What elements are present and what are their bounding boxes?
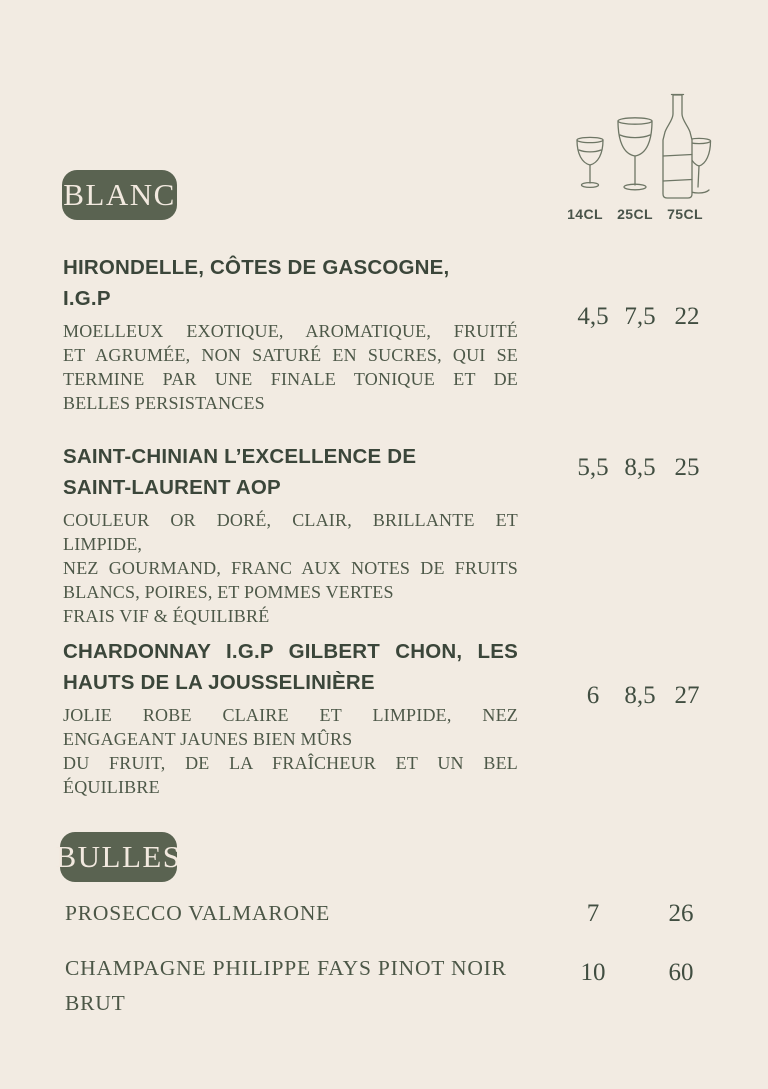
price-75cl: 22 <box>674 303 700 330</box>
price-glass: 10 <box>580 959 606 986</box>
item-prices <box>570 899 704 929</box>
price-14cl: 5,5 <box>577 454 609 481</box>
price-75cl: 25 <box>674 454 700 481</box>
item-title-line: SAINT-LAURENT AOP <box>63 476 281 499</box>
item-title <box>63 636 518 698</box>
item-description-line: JOLIE ROBE CLAIRE ET LIMPIDE, NEZ <box>63 705 518 725</box>
price-75cl: 27 <box>674 682 700 709</box>
item-description <box>63 508 518 628</box>
item-prices <box>570 302 710 332</box>
item-description-line: NEZ GOURMAND, FRANC AUX NOTES DE FRUITS <box>63 558 518 578</box>
item-title-line: HIRONDELLE, CÔTES DE GASCOGNE, <box>63 256 450 279</box>
size-labels-row <box>560 206 710 222</box>
price-bottle: 60 <box>668 959 694 986</box>
item-description <box>63 319 518 415</box>
item-description-line: ÉQUILIBRE <box>63 777 160 797</box>
price-14cl: 4,5 <box>577 303 609 330</box>
price-14cl: 6 <box>586 682 600 709</box>
item-name-line: BRUT <box>65 991 126 1015</box>
item-description-line: FRAIS VIF & ÉQUILIBRÉ <box>63 606 270 626</box>
size-label-25cl: 25CL <box>617 206 653 222</box>
section-badge-blanc: BLANC <box>62 170 177 220</box>
item-description-line: TERMINE PAR UNE FINALE TONIQUE ET DE <box>63 369 518 389</box>
menu-item-champagne <box>65 951 525 1021</box>
size-label-14cl: 14CL <box>567 206 603 222</box>
item-title-line: CHARDONNAY I.G.P GILBERT CHON, LES <box>63 640 518 663</box>
menu-item-saint-chinian <box>63 441 518 628</box>
item-title-line: SAINT-CHINIAN L’EXCELLENCE DE <box>63 445 417 468</box>
item-description-line: ENGAGEANT JAUNES BIEN MÛRS <box>63 729 353 749</box>
menu-item-hirondelle <box>63 252 518 415</box>
price-25cl: 7,5 <box>624 303 656 330</box>
menu-item-prosecco <box>65 896 525 931</box>
price-glass: 7 <box>586 900 600 927</box>
item-name-line: PROSECCO VALMARONE <box>65 901 331 925</box>
item-description-line: DU FRUIT, DE LA FRAÎCHEUR ET UN BEL <box>63 753 518 773</box>
item-prices <box>570 681 710 711</box>
price-25cl: 8,5 <box>624 454 656 481</box>
item-prices <box>570 453 710 483</box>
small-glass-icon <box>577 137 603 187</box>
section-badge-bulles: BULLES <box>60 832 177 882</box>
item-description <box>63 703 518 799</box>
item-description-line: ET AGRUMÉE, NON SATURÉ EN SUCRES, QUI SE <box>63 345 518 365</box>
wine-glasses-icon <box>563 88 715 205</box>
medium-glass-icon <box>618 118 652 190</box>
item-title-line: I.G.P <box>63 287 111 310</box>
item-title <box>63 252 518 314</box>
item-description-line: COULEUR OR DORÉ, CLAIR, BRILLANTE ET LIMPIDE, <box>63 510 518 554</box>
wine-bottle-icon <box>663 95 692 199</box>
item-name-line: CHAMPAGNE PHILIPPE FAYS PINOT NOIR <box>65 956 507 980</box>
price-bottle: 26 <box>668 900 694 927</box>
item-description-line: MOELLEUX EXOTIQUE, AROMATIQUE, FRUITÉ <box>63 321 518 341</box>
item-description-line: BELLES PERSISTANCES <box>63 393 265 413</box>
size-label-75cl: 75CL <box>667 206 703 222</box>
item-title-line: HAUTS DE LA JOUSSELINIÈRE <box>63 671 375 694</box>
menu-item-chardonnay <box>63 636 518 799</box>
item-title <box>63 441 518 503</box>
item-description-line: BLANCS, POIRES, ET POMMES VERTES <box>63 582 394 602</box>
item-prices <box>570 958 704 988</box>
price-25cl: 8,5 <box>624 682 656 709</box>
